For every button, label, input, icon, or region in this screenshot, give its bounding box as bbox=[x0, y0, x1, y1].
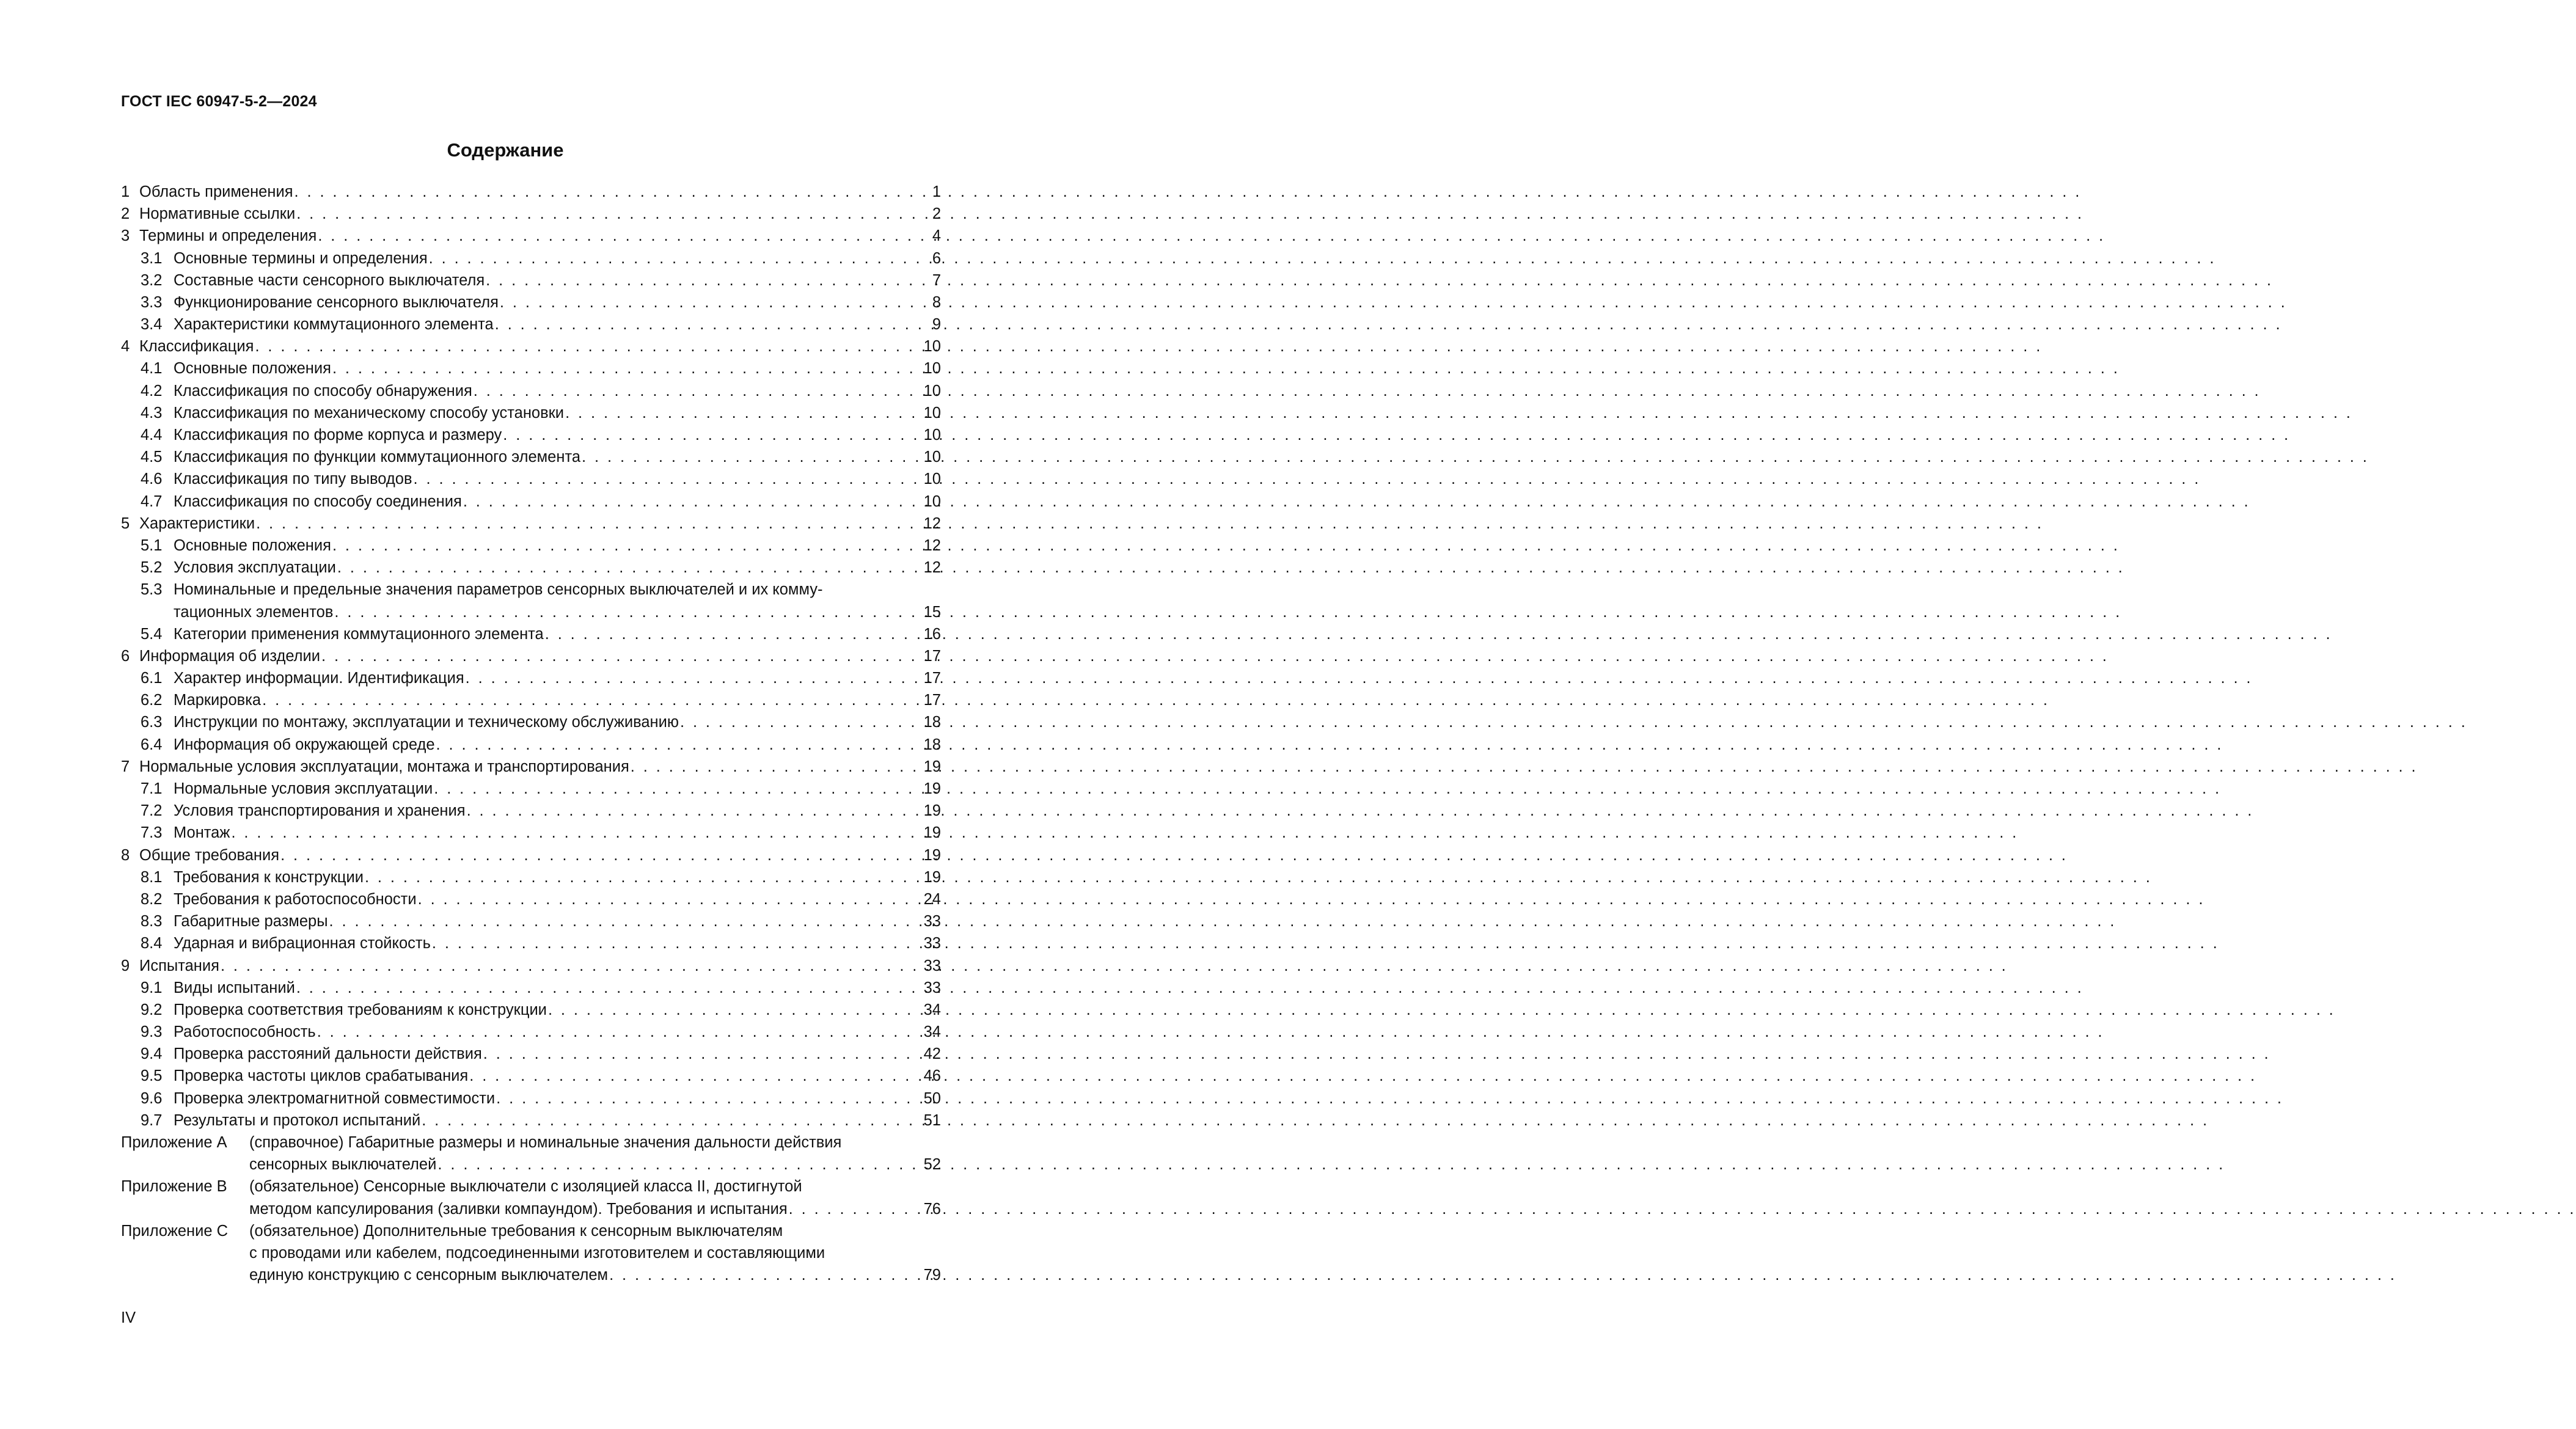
annex-page: 79 bbox=[923, 1266, 941, 1284]
toc-entry-page: 10 bbox=[923, 404, 941, 422]
toc-entry-title: Инструкции по монтажу, эксплуатации и техническому обслуживанию bbox=[174, 714, 679, 731]
toc-entry-page: 10 bbox=[923, 382, 941, 400]
dot-leader bbox=[434, 778, 922, 800]
toc-entry-title: Информация об окружающей среде bbox=[174, 736, 435, 753]
toc-entry-title: Составные части сенсорного выключателя bbox=[174, 271, 485, 289]
annex-title: (обязательное) Сенсорные выключатели с изоляцией класса II, достигнутой bbox=[249, 1178, 802, 1196]
dot-leader bbox=[466, 667, 923, 689]
toc-entry-page: 7 bbox=[932, 271, 941, 289]
toc-entry-number: 6.2 bbox=[141, 692, 163, 709]
toc-entry bbox=[121, 932, 941, 954]
toc-entry-title: Классификация по способу соединения bbox=[174, 492, 462, 510]
toc-entry-number: 9 bbox=[121, 957, 130, 974]
dot-leader bbox=[332, 357, 923, 379]
toc-entry-page: 12 bbox=[923, 559, 941, 577]
toc-entry-page: 8 bbox=[932, 293, 941, 311]
dot-leader bbox=[332, 535, 923, 557]
toc-entry-page: 10 bbox=[923, 448, 941, 466]
toc-entry-title: Информация об изделии bbox=[139, 647, 321, 665]
toc-entry-number: 4.4 bbox=[141, 426, 163, 444]
toc-entry-number: 6.3 bbox=[141, 714, 163, 731]
toc-entry-page: 1 bbox=[932, 183, 941, 200]
toc-entry bbox=[121, 424, 941, 446]
toc-entry-title: Категории применения коммутационного элемента bbox=[174, 625, 544, 643]
toc-entry-number: 4.7 bbox=[141, 492, 163, 510]
toc-entry-number: 5.2 bbox=[141, 559, 163, 577]
toc-entry-title: Проверка электромагнитной совместимости bbox=[174, 1089, 496, 1107]
annex-title: сенсорных выключателей bbox=[249, 1156, 437, 1174]
toc-entry-page: 17 bbox=[923, 670, 941, 687]
toc-entry-page: 10 bbox=[923, 492, 941, 510]
toc-entry bbox=[121, 955, 941, 977]
dot-leader bbox=[329, 910, 923, 932]
toc-entry-number: 5.3 bbox=[141, 581, 163, 599]
toc-entry-title: Основные положения bbox=[174, 536, 331, 554]
dot-leader bbox=[545, 623, 923, 645]
toc-entry-page: 46 bbox=[923, 1067, 941, 1085]
annex-entry bbox=[121, 1175, 941, 1197]
toc-entry bbox=[121, 1109, 941, 1131]
annex-title: (обязательное) Дополнительные требования к сенсорным выключателям bbox=[249, 1222, 783, 1240]
toc-entry-title: Требования к конструкции bbox=[174, 868, 364, 886]
toc-entry-title: Нормативные ссылки bbox=[139, 205, 296, 223]
toc-entry-number: 5.1 bbox=[141, 536, 163, 554]
toc-entry bbox=[121, 535, 941, 557]
toc-entry-number: 4 bbox=[121, 338, 130, 356]
annex-entry bbox=[121, 1131, 941, 1153]
toc-entry bbox=[121, 689, 941, 711]
toc-entry-page: 9 bbox=[932, 316, 941, 334]
toc-entry-page: 42 bbox=[923, 1045, 941, 1063]
toc-entry bbox=[121, 513, 941, 535]
toc-entry bbox=[121, 269, 941, 291]
toc-entry-title: Основные положения bbox=[174, 360, 331, 378]
toc-entry-page: 4 bbox=[932, 227, 941, 245]
toc-entry bbox=[121, 977, 941, 999]
toc-entry bbox=[121, 446, 941, 468]
toc-entry bbox=[121, 468, 941, 490]
toc-entry-number: 7 bbox=[121, 758, 130, 775]
toc-entry-page: 10 bbox=[923, 360, 941, 378]
dot-leader bbox=[548, 999, 923, 1021]
toc-entry-page: 17 bbox=[923, 647, 941, 665]
dot-leader bbox=[429, 247, 928, 269]
dot-leader bbox=[789, 1198, 923, 1220]
toc-entry-title: Испытания bbox=[139, 957, 219, 974]
toc-entry-page: 18 bbox=[923, 714, 941, 731]
toc-entry bbox=[121, 181, 941, 203]
toc-entry-page: 18 bbox=[923, 736, 941, 753]
annex-entry-continuation bbox=[121, 1242, 941, 1264]
dot-leader bbox=[486, 269, 928, 291]
toc-entry-number: 3.4 bbox=[141, 316, 163, 334]
dot-leader bbox=[321, 645, 923, 667]
dot-leader bbox=[503, 424, 922, 446]
toc-entry-number: 4.2 bbox=[141, 382, 163, 400]
toc-entry-number: 9.7 bbox=[141, 1111, 163, 1129]
dot-leader bbox=[432, 932, 923, 954]
toc-entry-page: 19 bbox=[923, 758, 941, 775]
toc-entry bbox=[121, 800, 941, 822]
toc-entry-title: Работоспособность bbox=[174, 1023, 316, 1041]
annex-entry-continuation bbox=[121, 1198, 941, 1220]
toc-entry-page: 34 bbox=[923, 1023, 941, 1041]
annex-label: Приложение A bbox=[121, 1134, 227, 1152]
toc-entry-number: 5.4 bbox=[141, 625, 163, 643]
toc-entry-title: Проверка расстояний дальности действия bbox=[174, 1045, 482, 1063]
annex-title: с проводами или кабелем, подсоединенными изготовителем и составляющими bbox=[249, 1244, 825, 1262]
annex-entry-continuation bbox=[121, 1264, 941, 1286]
toc-entry-page: 51 bbox=[923, 1111, 941, 1129]
toc-entry-number: 9.4 bbox=[141, 1045, 163, 1063]
toc-entry-number: 8.4 bbox=[141, 935, 163, 952]
toc-entry-title: Функционирование сенсорного выключателя bbox=[174, 293, 499, 311]
toc-entry-continuation bbox=[121, 601, 941, 623]
toc-entry bbox=[121, 888, 941, 910]
page-title: Содержание bbox=[447, 139, 564, 161]
toc-entry-number: 6.1 bbox=[141, 670, 163, 687]
toc-entry-number: 9.2 bbox=[141, 1001, 163, 1018]
dot-leader bbox=[500, 291, 928, 313]
toc-entry-number: 3.1 bbox=[141, 249, 163, 267]
toc-entry bbox=[121, 866, 941, 888]
dot-leader bbox=[469, 1065, 922, 1087]
toc-entry-number: 3.2 bbox=[141, 271, 163, 289]
dot-leader bbox=[467, 800, 923, 822]
toc-entry bbox=[121, 1065, 941, 1087]
dot-leader bbox=[565, 402, 923, 424]
toc-entry-title: Номинальные и предельные значения параметров сенсорных выключателей и их комму- bbox=[174, 581, 823, 599]
dot-leader bbox=[631, 756, 923, 778]
toc-entry bbox=[121, 1043, 941, 1065]
toc-entry-page: 33 bbox=[923, 979, 941, 996]
toc-entry bbox=[121, 313, 941, 335]
toc-entry-number: 3 bbox=[121, 227, 130, 245]
toc-entry-title: Классификация по механическому способу установки bbox=[174, 404, 565, 422]
dot-leader bbox=[483, 1043, 923, 1065]
dot-leader bbox=[437, 1153, 922, 1175]
toc-entry-title: Условия эксплуатации bbox=[174, 559, 336, 577]
toc-entry-number: 8.3 bbox=[141, 913, 163, 930]
toc-entry-number: 4.6 bbox=[141, 470, 163, 488]
toc-entry bbox=[121, 380, 941, 402]
toc-entry-page: 10 bbox=[923, 470, 941, 488]
toc-entry-number: 6 bbox=[121, 647, 130, 665]
page-number: IV bbox=[121, 1309, 136, 1326]
toc-entry-page: 15 bbox=[923, 603, 941, 621]
toc-entry-page: 34 bbox=[923, 1001, 941, 1018]
toc-entry bbox=[121, 579, 941, 601]
toc-entry-page: 33 bbox=[923, 913, 941, 930]
toc-entry bbox=[121, 910, 941, 932]
toc-entry-page: 10 bbox=[923, 426, 941, 444]
toc-entry-title: Проверка частоты циклов срабатывания bbox=[174, 1067, 469, 1085]
toc-entry bbox=[121, 291, 941, 313]
dot-leader bbox=[317, 1021, 923, 1043]
toc-entry bbox=[121, 247, 941, 269]
toc-entry-title: Виды испытаний bbox=[174, 979, 295, 996]
toc-entry-number: 6.4 bbox=[141, 736, 163, 753]
toc-entry bbox=[121, 756, 941, 778]
dot-leader bbox=[436, 734, 923, 756]
dot-leader bbox=[295, 181, 928, 203]
toc-entry-page: 19 bbox=[923, 824, 941, 842]
toc-entry bbox=[121, 335, 941, 357]
toc-entry-title: Нормальные условия эксплуатации bbox=[174, 780, 433, 798]
toc-entry-title: Результаты и протокол испытаний bbox=[174, 1111, 421, 1129]
toc-entry-page: 19 bbox=[923, 780, 941, 798]
annex-title: (справочное) Габаритные размеры и номинальные значения дальности действия bbox=[249, 1134, 842, 1152]
toc-entry-number: 4.3 bbox=[141, 404, 163, 422]
dot-leader bbox=[256, 513, 923, 535]
annex-label: Приложение C bbox=[121, 1222, 229, 1240]
toc-entry-number: 5 bbox=[121, 514, 130, 532]
annex-page: 76 bbox=[923, 1200, 941, 1218]
dot-leader bbox=[680, 711, 923, 733]
dot-leader bbox=[474, 380, 923, 402]
dot-leader bbox=[262, 689, 923, 711]
annex-page: 52 bbox=[923, 1156, 941, 1174]
toc-entry-number: 8.1 bbox=[141, 868, 163, 886]
toc-entry bbox=[121, 712, 941, 734]
toc-entry-title: Классификация по функции коммутационного элемента bbox=[174, 448, 581, 466]
toc-entry-page: 10 bbox=[923, 338, 941, 356]
toc-entry-title: Требования к работоспособности bbox=[174, 890, 417, 908]
toc-entry-title: Основные термины и определения bbox=[174, 249, 428, 267]
toc-entry-title: Классификация по типу выводов bbox=[174, 470, 412, 488]
toc-entry bbox=[121, 1087, 941, 1109]
toc-entry-title: Ударная и вибрационная стойкость bbox=[174, 935, 431, 952]
toc-entry bbox=[121, 999, 941, 1021]
toc-entry-title: Общие требования bbox=[139, 846, 280, 864]
toc-entry-page: 6 bbox=[932, 249, 941, 267]
toc-entry-page: 12 bbox=[923, 536, 941, 554]
toc-entry bbox=[121, 734, 941, 756]
toc-entry bbox=[121, 402, 941, 424]
toc-entry-number: 8 bbox=[121, 846, 130, 864]
toc-entry-number: 7.1 bbox=[141, 780, 163, 798]
toc-entry-page: 24 bbox=[923, 890, 941, 908]
toc-entry-number: 4.5 bbox=[141, 448, 163, 466]
toc-entry-number: 3.3 bbox=[141, 293, 163, 311]
toc-entry bbox=[121, 225, 941, 247]
toc-entry-title: Характер информации. Идентификация bbox=[174, 670, 464, 687]
dot-leader bbox=[221, 955, 923, 977]
annex-entry-continuation bbox=[121, 1153, 941, 1175]
dot-leader bbox=[231, 822, 922, 844]
dot-leader bbox=[496, 1087, 922, 1109]
toc-entry-number: 9.6 bbox=[141, 1089, 163, 1107]
toc-entry-title: Проверка соответствия требованиям к конструкции bbox=[174, 1001, 547, 1018]
toc-entry bbox=[121, 822, 941, 844]
toc-entry-number: 7.3 bbox=[141, 824, 163, 842]
toc-entry bbox=[121, 778, 941, 800]
table-of-contents bbox=[121, 181, 941, 1286]
toc-entry-number: 7.2 bbox=[141, 802, 163, 820]
toc-entry bbox=[121, 667, 941, 689]
dot-leader bbox=[365, 866, 923, 888]
toc-entry bbox=[121, 203, 941, 225]
toc-entry-page: 17 bbox=[923, 692, 941, 709]
dot-leader bbox=[422, 1109, 922, 1131]
toc-entry-title: Характеристики bbox=[139, 514, 255, 532]
dot-leader bbox=[255, 335, 922, 357]
toc-entry-page: 16 bbox=[923, 625, 941, 643]
toc-entry-title: тационных элементов bbox=[174, 603, 334, 621]
annex-title: единую конструкцию с сенсорным выключателем bbox=[249, 1266, 609, 1284]
toc-entry bbox=[121, 557, 941, 579]
toc-entry-page: 2 bbox=[932, 205, 941, 223]
toc-entry-number: 2 bbox=[121, 205, 130, 223]
toc-entry-page: 19 bbox=[923, 868, 941, 886]
toc-entry-number: 8.2 bbox=[141, 890, 163, 908]
dot-leader bbox=[318, 225, 928, 247]
document-id-header: ГОСТ IEC 60947-5-2—2024 bbox=[121, 93, 317, 110]
toc-entry-title: Классификация по способу обнаружения bbox=[174, 382, 472, 400]
dot-leader bbox=[334, 601, 922, 623]
toc-entry-title: Монтаж bbox=[174, 824, 230, 842]
toc-entry bbox=[121, 844, 941, 866]
toc-entry-title: Маркировка bbox=[174, 692, 262, 709]
annex-label: Приложение B bbox=[121, 1178, 227, 1196]
toc-entry-page: 12 bbox=[923, 514, 941, 532]
dot-leader bbox=[418, 888, 923, 910]
toc-entry-title: Термины и определения bbox=[139, 227, 317, 245]
toc-entry-number: 9.5 bbox=[141, 1067, 163, 1085]
toc-entry-title: Габаритные размеры bbox=[174, 913, 328, 930]
toc-entry-number: 9.1 bbox=[141, 979, 163, 996]
toc-entry-title: Классификация по форме корпуса и размеру bbox=[174, 426, 502, 444]
toc-entry-number: 1 bbox=[121, 183, 130, 200]
toc-entry-page: 19 bbox=[923, 846, 941, 864]
toc-entry-title: Классификация bbox=[139, 338, 254, 356]
toc-entry bbox=[121, 1021, 941, 1043]
dot-leader bbox=[495, 313, 928, 335]
toc-entry-number: 4.1 bbox=[141, 360, 163, 378]
toc-entry bbox=[121, 491, 941, 513]
toc-entry bbox=[121, 623, 941, 645]
dot-leader bbox=[609, 1264, 923, 1286]
annex-title: методом капсулирования (заливки компаундом). Требования и испытания bbox=[249, 1200, 788, 1218]
toc-entry bbox=[121, 645, 941, 667]
dot-leader bbox=[296, 203, 928, 225]
dot-leader bbox=[280, 844, 923, 866]
toc-entry-title: Область применения bbox=[139, 183, 293, 200]
dot-leader bbox=[414, 468, 923, 490]
dot-leader bbox=[337, 557, 923, 579]
toc-entry-page: 33 bbox=[923, 935, 941, 952]
dot-leader bbox=[463, 491, 923, 513]
dot-leader bbox=[296, 977, 923, 999]
toc-entry-page: 19 bbox=[923, 802, 941, 820]
toc-entry-page: 33 bbox=[923, 957, 941, 974]
annex-entry bbox=[121, 1220, 941, 1242]
toc-entry-number: 9.3 bbox=[141, 1023, 163, 1041]
dot-leader bbox=[582, 446, 923, 468]
toc-entry-page: 50 bbox=[923, 1089, 941, 1107]
toc-entry-title: Характеристики коммутационного элемента bbox=[174, 316, 494, 334]
toc-entry bbox=[121, 358, 941, 380]
toc-entry-title: Условия транспортирования и хранения bbox=[174, 802, 466, 820]
toc-entry-title: Нормальные условия эксплуатации, монтажа и транспортирования bbox=[139, 758, 629, 775]
